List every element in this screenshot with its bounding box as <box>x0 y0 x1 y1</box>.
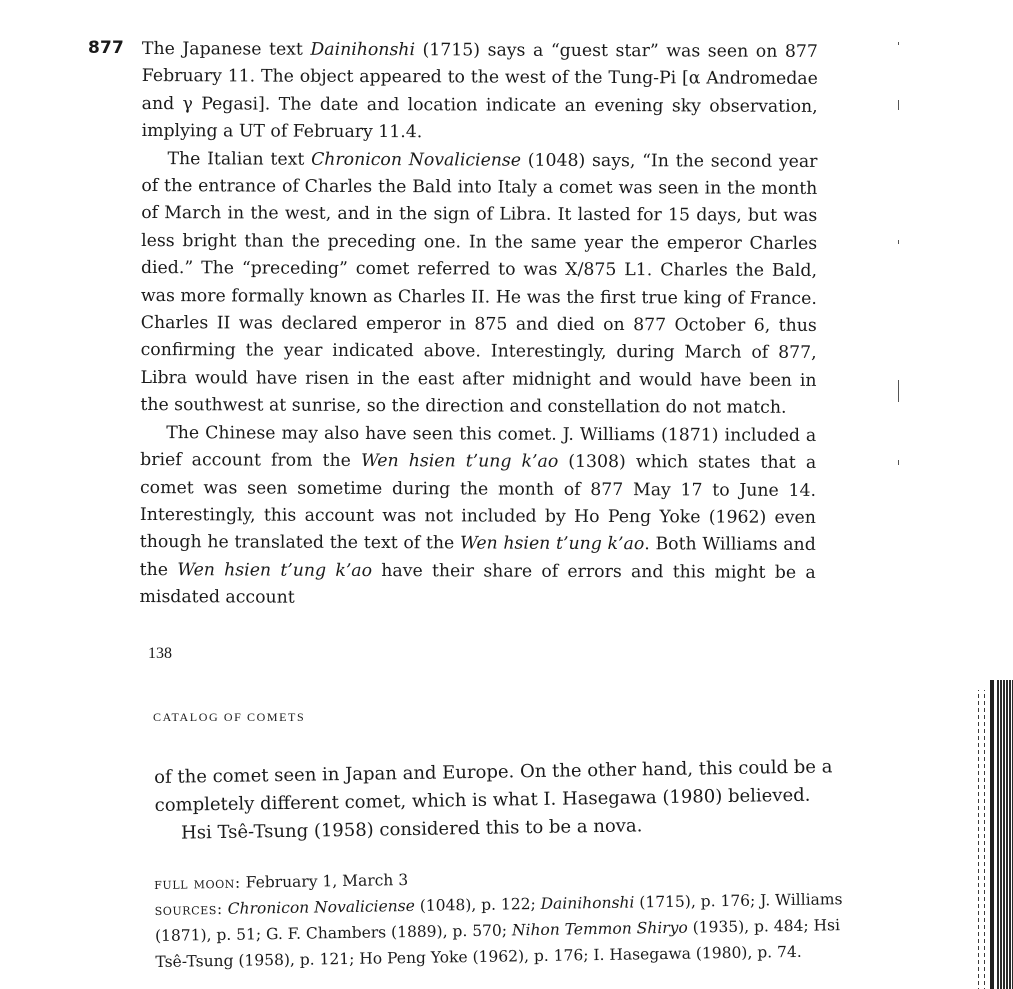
entry-notes <box>154 860 856 975</box>
scan-speck <box>898 42 899 45</box>
scan-speck <box>898 380 899 402</box>
sources-note: sources: Chronicon Novaliciense (1048), p. 122; Dainihonshi (1715), p. 176; J. Williams (1871), p. 51; G. F. Chambers (1889), p. 570; Nihon Temmon Shiryo (1935), p. 484; Hsi Tsê-Tsung (1958), p. 121; Ho Peng Yoke (1962), p. 176; I. Hasegawa (1980), p. 74. <box>154 890 843 971</box>
full-moon-note: full moon: February 1, March 3 <box>154 871 409 893</box>
scan-speck <box>898 100 899 110</box>
paragraph-chinese-record: The Chinese may also have seen this comet. J. Williams (1871) included a brief account from the Wen hsien t’ung k’ao (1308) which states that a comet was seen sometime during the month of 877 May 17 to June 14. Interestingly, this account was not included by Ho Peng Yoke (1962) even though he translated the text of the Wen hsien t’ung k’ao. Both Williams and the Wen hsien t’ung k’ao have their share of errors and this might be a misdated account <box>139 422 817 608</box>
scan-speck <box>898 460 899 465</box>
entry-number: 877 <box>88 38 125 58</box>
upper-page-body <box>139 36 818 614</box>
paragraph-nova-note: Hsi Tsê-Tsung (1958) considered this to be a nova. <box>180 815 643 844</box>
book-binding-edge <box>976 680 1013 989</box>
paragraph-continuation: of the comet seen in Japan and Europe. On the other hand, this could be a completely different comet, which is what I. Hasegawa (1980) believed. <box>154 756 833 816</box>
lower-page-body <box>154 753 855 848</box>
paragraph-japanese-record: The Japanese text Dainihonshi (1715) says a “guest star” was seen on 877 February 11. The object appeared to the west of the Tung-Pi [α Andromedae and γ Pegasi]. The date and location indicate an evening sky observation, implying a UT of February 11.4. <box>141 38 818 143</box>
paragraph-italian-record: The Italian text Chronicon Novaliciense (1048) says, “In the second year of the entrance of Charles the Bald into Italy a comet was seen in the month of March in the west, and in the sign of Libra. It lasted for 15 days, but was less bright than the preceding one. In the same year the emperor Charles died.” The “preceding” comet referred to was X/875 L1. Charles the Bald, was more formally known as Charles II. He was the first true king of France. Charles II was declared emperor in 875 and died on 877 October 6, thus confirming the year indicated above. Interestingly, during March of 877, Libra would have risen in the east after midnight and would have been in the southwest at sunrise, so the direction and constellation do not match. <box>140 148 818 419</box>
full-moon-label: full moon: <box>154 873 241 893</box>
scan-speck <box>898 240 899 244</box>
scan-margin-specks <box>896 40 902 490</box>
sources-label: sources: <box>154 899 223 919</box>
running-header: CATALOG OF COMETS <box>153 710 306 724</box>
page-number: 138 <box>148 645 172 662</box>
